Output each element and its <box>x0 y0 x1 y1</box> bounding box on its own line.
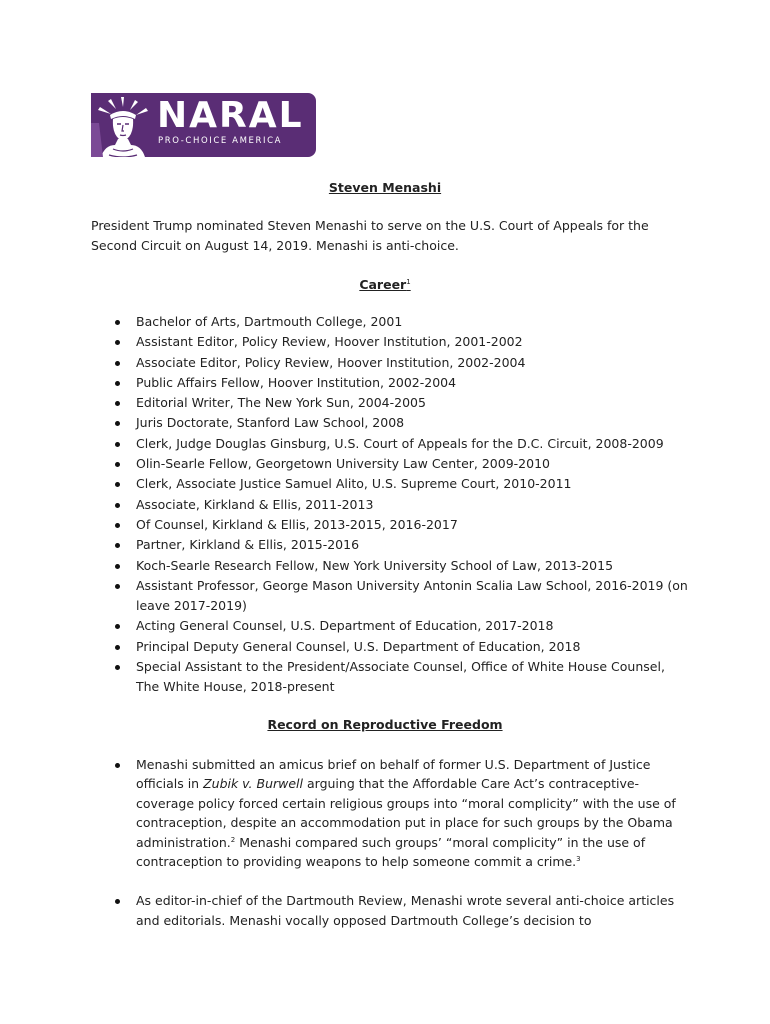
career-item-text: Clerk, Judge Douglas Ginsburg, U.S. Court of Appeals for the D.C. Circuit, 2008-2009 <box>136 435 664 451</box>
career-list-item <box>91 474 691 494</box>
bullet-icon <box>115 543 120 548</box>
career-list-item <box>91 373 691 393</box>
career-item-text: Juris Doctorate, Stanford Law School, 2008 <box>136 415 405 431</box>
footnote-marker: 3 <box>576 854 581 863</box>
career-heading-text: Career <box>359 277 407 293</box>
footnote-marker: 2 <box>230 835 236 844</box>
career-list-item <box>91 535 691 555</box>
career-item-text: Bachelor of Arts, Dartmouth College, 2001 <box>136 314 403 329</box>
career-item-text: Clerk, Associate Justice Samuel Alito, U.S. Supreme Court, 2010-2011 <box>136 476 572 492</box>
logo-wordmark: NARAL <box>157 95 304 136</box>
record-heading: Record on Reproductive Freedom <box>267 717 503 732</box>
bullet-icon <box>115 361 120 366</box>
career-item-text: Acting General Counsel, U.S. Department of Education, 2017-2018 <box>136 618 554 634</box>
career-list-item <box>91 556 691 576</box>
naral-logo <box>91 93 316 157</box>
page-title: Steven Menashi <box>328 180 442 195</box>
career-item-text: Assistant Editor, Policy Review, Hoover Institution, 2001-2002 <box>136 334 523 350</box>
career-list-item <box>91 657 691 698</box>
bullet-icon <box>115 899 120 904</box>
career-list-item <box>91 353 691 373</box>
career-list-item <box>91 495 691 515</box>
career-list-item <box>91 312 691 332</box>
bullet-icon <box>115 482 120 487</box>
career-item-text: Partner, Kirkland & Ellis, 2015-2016 <box>136 537 360 553</box>
record-item <box>91 755 681 871</box>
career-item-text: Assistant Professor, George Mason University Antonin Scalia Law School, 2016-2019 (on leave 2017-2019) <box>136 577 688 614</box>
record-list <box>91 755 681 930</box>
bullet-icon <box>115 665 120 670</box>
bullet-icon <box>115 564 120 569</box>
career-footnote-marker: 1 <box>406 278 411 286</box>
career-list-item <box>91 332 691 352</box>
career-list-item <box>91 413 691 433</box>
bullet-icon <box>115 503 120 508</box>
record-item-text-c: Menashi compared such groups’ “moral complicity” in the use of contraception to providing weapons to help someone commit a crime. <box>136 834 646 870</box>
record-item-text: As editor-in-chief of the Dartmouth Review, Menashi wrote several anti-choice articles and editorials. Menashi vocally opposed Dartmouth College’s decision to <box>136 893 675 928</box>
record-item-text-b: arguing that the Affordable Care Act’s contraceptive-coverage policy forced certain religious groups into “moral complicity” with the use of contraception, despite an accommodation put in place for such groups by the Obama administration. <box>136 776 676 850</box>
bullet-icon <box>115 523 120 528</box>
bullet-icon <box>115 442 120 447</box>
career-list-item <box>91 393 691 413</box>
career-item-text: Editorial Writer, The New York Sun, 2004-2005 <box>136 395 426 411</box>
bullet-icon <box>115 645 120 650</box>
career-item-text: Public Affairs Fellow, Hoover Institution, 2002-2004 <box>136 374 457 390</box>
career-list-item <box>91 515 691 535</box>
career-item-text: Special Assistant to the President/Associate Counsel, Office of White House Counsel, The White House, 2018-present <box>136 659 665 695</box>
career-item-text: Associate Editor, Policy Review, Hoover Institution, 2002-2004 <box>136 354 526 370</box>
career-item-text: Of Counsel, Kirkland & Ellis, 2013-2015, 2016-2017 <box>136 516 458 532</box>
bullet-icon <box>115 340 120 345</box>
bullet-icon <box>115 421 120 426</box>
bullet-icon <box>115 624 120 629</box>
bullet-icon <box>115 320 120 325</box>
bullet-icon <box>115 462 120 467</box>
record-item-text-a: Menashi submitted an amicus brief on behalf of former U.S. Department of Justice officials in <box>136 757 651 792</box>
statue-of-liberty-icon <box>91 93 155 157</box>
career-item-text: Olin-Searle Fellow, Georgetown University Law Center, 2009-2010 <box>136 456 550 472</box>
career-item-text: Associate, Kirkland & Ellis, 2011-2013 <box>136 496 374 512</box>
career-list-item <box>91 454 691 474</box>
career-item-text: Principal Deputy General Counsel, U.S. Department of Education, 2018 <box>136 638 581 654</box>
logo-tagline: PRO-CHOICE AMERICA <box>158 136 283 146</box>
intro-paragraph: President Trump nominated Steven Menashi to serve on the U.S. Court of Appeals for the Second Circuit on August 14, 2019. Menashi is anti-choice. <box>91 218 649 253</box>
case-name: Zubik v. Burwell <box>203 776 304 792</box>
career-list-item <box>91 637 691 657</box>
bullet-icon <box>115 401 120 406</box>
career-list-item <box>91 616 691 636</box>
bullet-icon <box>115 763 120 768</box>
career-list-item <box>91 576 691 617</box>
record-item <box>91 891 681 930</box>
bullet-icon <box>115 584 120 589</box>
career-item-text: Koch-Searle Research Fellow, New York University School of Law, 2013-2015 <box>136 557 614 573</box>
career-list <box>91 312 691 698</box>
bullet-icon <box>115 381 120 386</box>
career-list-item <box>91 434 691 454</box>
career-heading <box>0 273 770 294</box>
